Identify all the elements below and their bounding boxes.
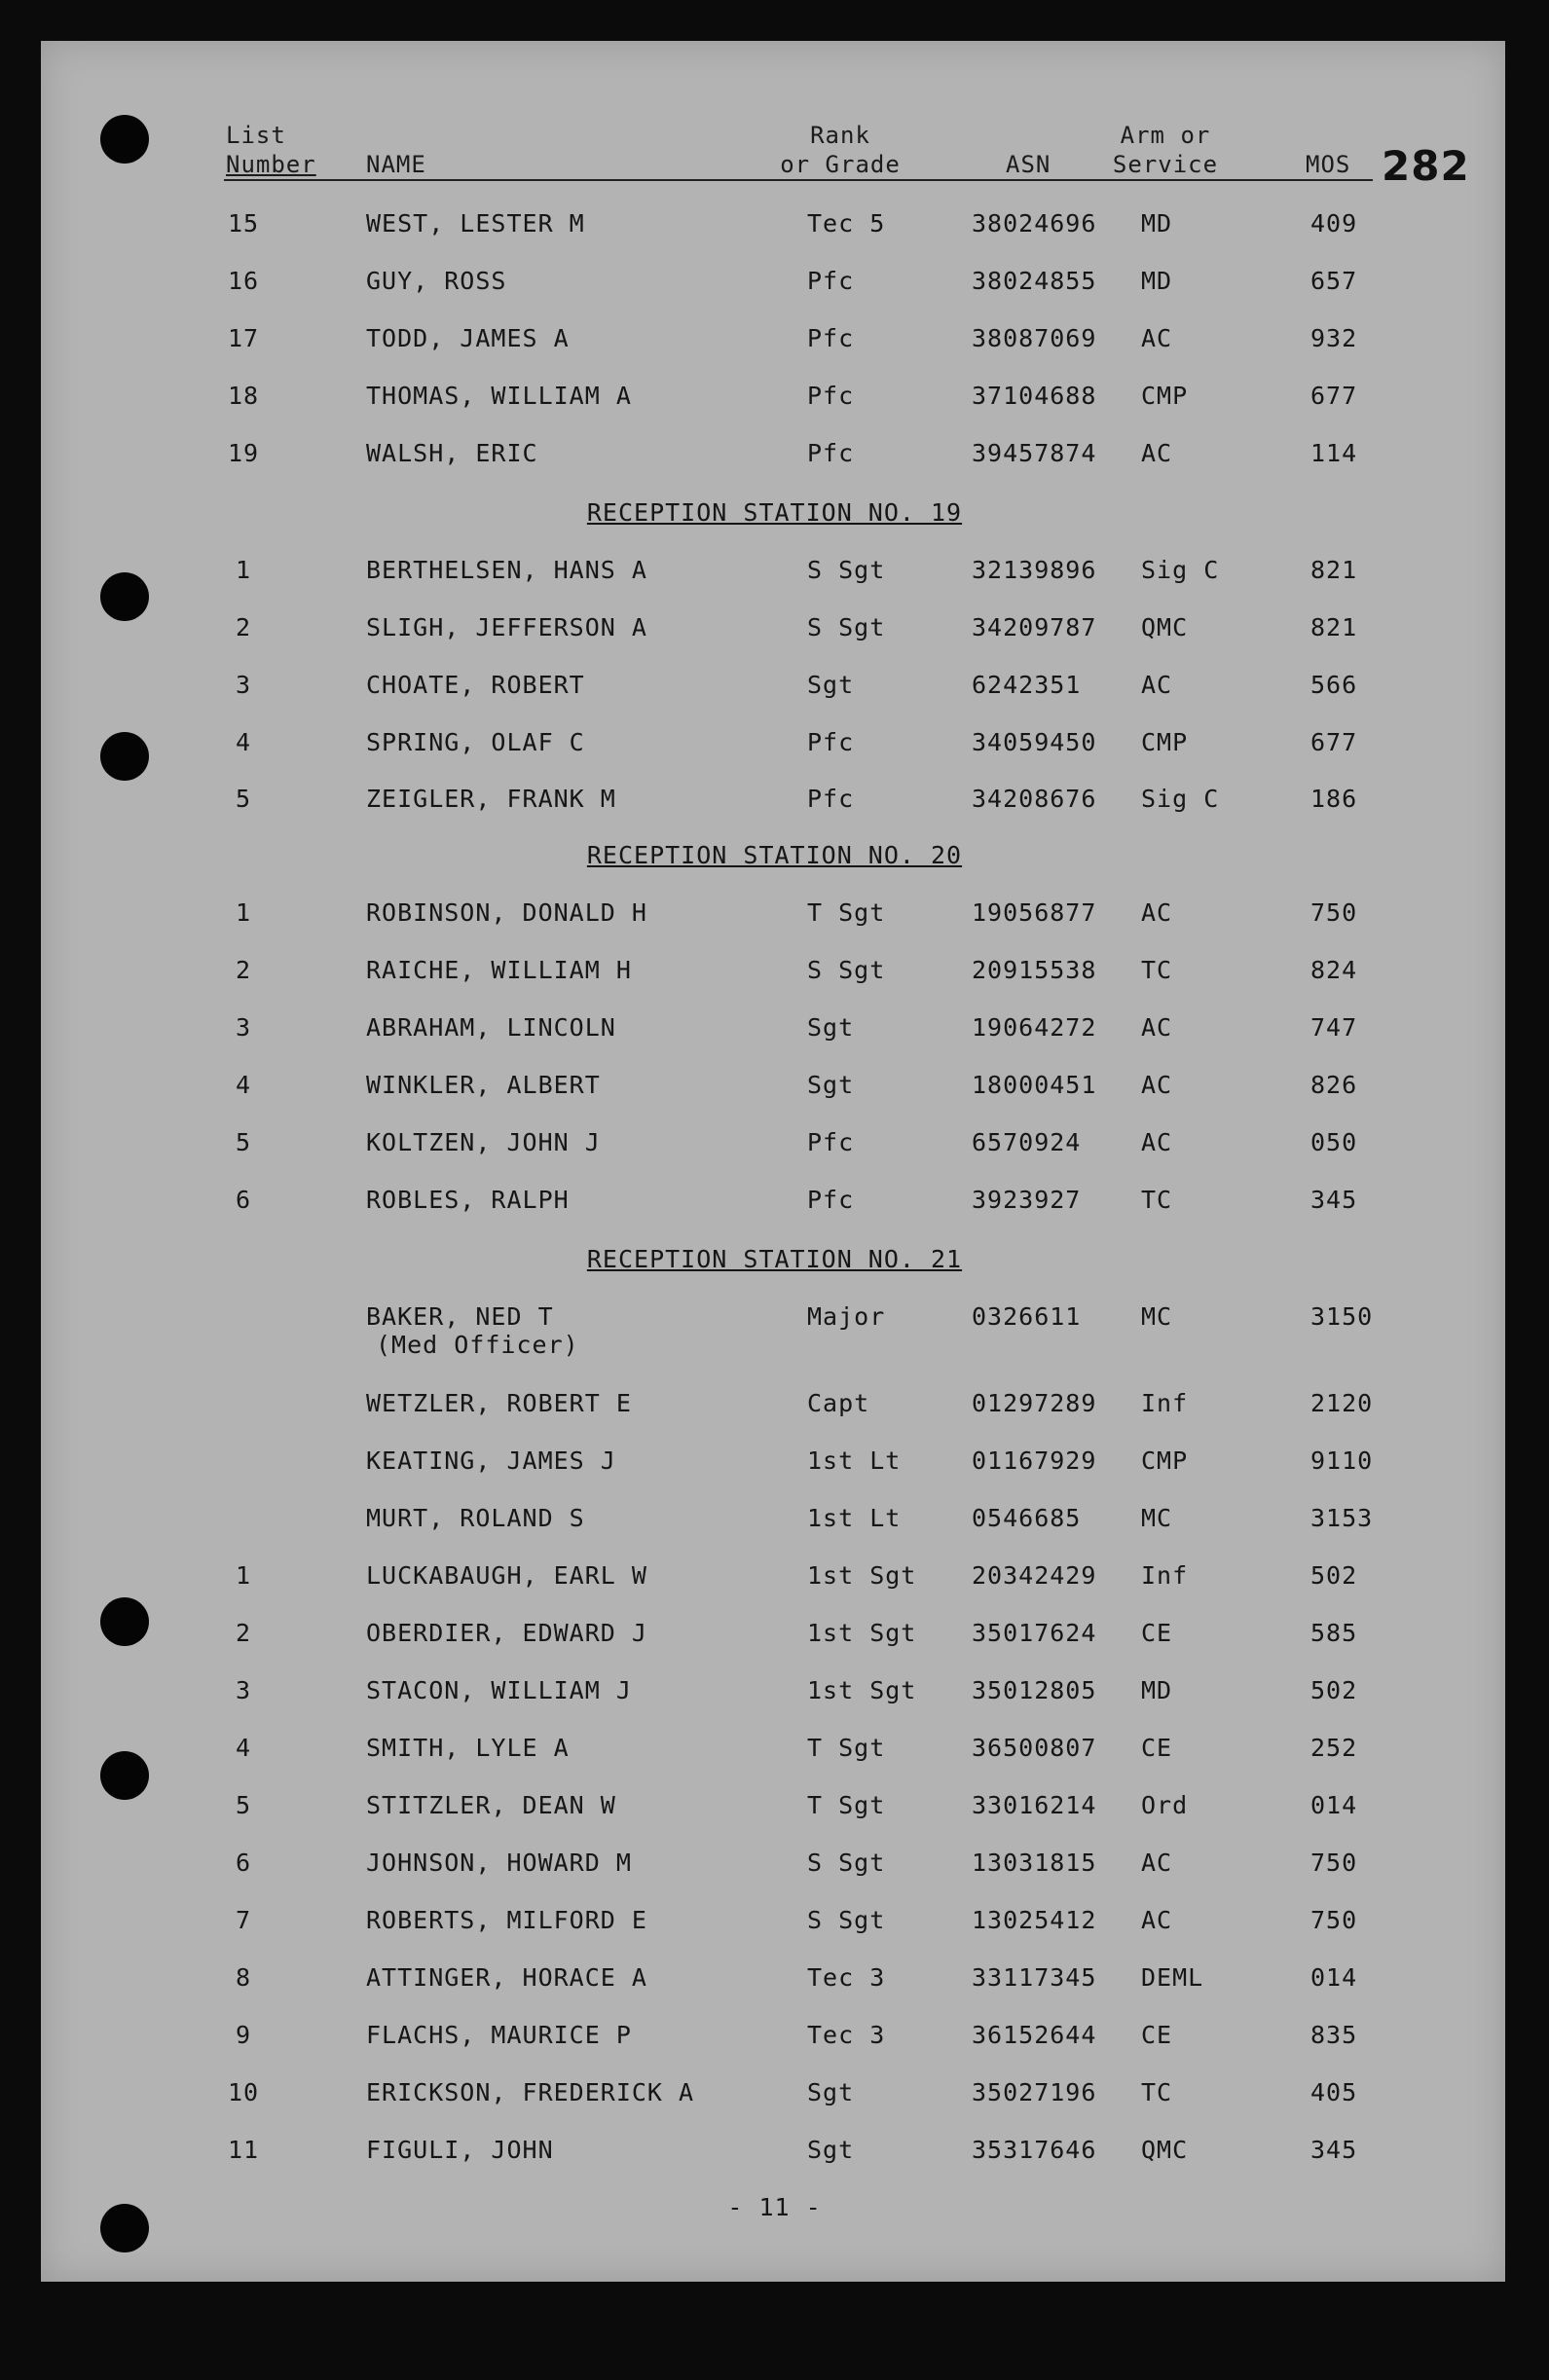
table-row [0, 1791, 1549, 1822]
cell-asn: 0326611 [972, 1302, 1082, 1331]
cell-name: FLACHS, MAURICE P [366, 2021, 632, 2049]
cell-asn: 35317646 [972, 2136, 1097, 2164]
cell-name: LUCKABAUGH, EARL W [366, 1561, 647, 1590]
table-row [0, 898, 1549, 930]
cell-list-number: 15 [227, 209, 260, 238]
cell-asn: 19064272 [972, 1013, 1097, 1042]
cell-arm-service: AC [1141, 1013, 1173, 1042]
cell-list-number: 3 [235, 1013, 252, 1042]
cell-arm-service: Inf [1141, 1389, 1189, 1417]
cell-name: WETZLER, ROBERT E [366, 1389, 632, 1417]
cell-asn: 6242351 [972, 671, 1082, 699]
cell-rank: Pfc [807, 267, 855, 295]
cell-arm-service: CMP [1141, 382, 1189, 410]
cell-rank: Tec 3 [807, 1963, 886, 1992]
cell-rank: S Sgt [807, 956, 886, 984]
table-row [0, 267, 1549, 298]
cell-mos: 502 [1310, 1561, 1358, 1590]
cell-rank: Sgt [807, 671, 855, 699]
table-row [0, 382, 1549, 413]
table-row [0, 2021, 1549, 2052]
cell-name: TODD, JAMES A [366, 324, 570, 352]
cell-list-number: 19 [227, 439, 260, 467]
cell-list-number: 1 [235, 556, 252, 584]
cell-arm-service: TC [1141, 1186, 1173, 1214]
cell-rank: Tec 3 [807, 2021, 886, 2049]
cell-mos: 114 [1310, 439, 1358, 467]
cell-list-number: 4 [235, 1071, 252, 1099]
cell-asn: 36500807 [972, 1734, 1097, 1762]
cell-mos: 750 [1310, 1906, 1358, 1934]
cell-rank: Pfc [807, 439, 855, 467]
table-row [0, 956, 1549, 987]
cell-rank: Pfc [807, 728, 855, 756]
cell-mos: 252 [1310, 1734, 1358, 1762]
cell-rank: Sgt [807, 2136, 855, 2164]
cell-asn: 20915538 [972, 956, 1097, 984]
table-row [0, 785, 1549, 816]
cell-name: ATTINGER, HORACE A [366, 1963, 647, 1992]
cell-mos: 657 [1310, 267, 1358, 295]
cell-list-number: 17 [227, 324, 260, 352]
cell-mos: 932 [1310, 324, 1358, 352]
cell-list-number: 10 [227, 2078, 260, 2106]
cell-mos: 405 [1310, 2078, 1358, 2106]
cell-name: STITZLER, DEAN W [366, 1791, 616, 1819]
table-row [0, 613, 1549, 644]
table-row [0, 1963, 1549, 1995]
cell-mos: 747 [1310, 1013, 1358, 1042]
page-stamp: 282 [1382, 142, 1470, 190]
cell-arm-service: TC [1141, 956, 1173, 984]
cell-list-number: 2 [235, 956, 252, 984]
cell-mos: 677 [1310, 728, 1358, 756]
cell-asn: 38024696 [972, 209, 1097, 238]
cell-arm-service: CMP [1141, 1446, 1189, 1475]
cell-name: ROBERTS, MILFORD E [366, 1906, 647, 1934]
cell-arm-service: MD [1141, 1676, 1173, 1704]
cell-arm-service: MD [1141, 267, 1173, 295]
cell-rank: Major [807, 1302, 886, 1331]
table-row [0, 671, 1549, 702]
cell-mos: 345 [1310, 2136, 1358, 2164]
table-row [0, 439, 1549, 470]
cell-name: RAICHE, WILLIAM H [366, 956, 632, 984]
cell-arm-service: DEML [1141, 1963, 1204, 1992]
cell-rank: S Sgt [807, 1906, 886, 1934]
cell-asn: 6570924 [972, 1128, 1082, 1156]
table-row [0, 1849, 1549, 1880]
cell-arm-service: TC [1141, 2078, 1173, 2106]
cell-list-number: 5 [235, 1791, 252, 1819]
cell-name: BAKER, NED T (Med Officer) [366, 1302, 579, 1359]
page-footer: - 11 - [727, 2193, 822, 2221]
cell-arm-service: Inf [1141, 1561, 1189, 1590]
cell-list-number: 2 [235, 613, 252, 641]
cell-arm-service: AC [1141, 1849, 1173, 1877]
cell-arm-service: AC [1141, 324, 1173, 352]
table-row [0, 728, 1549, 759]
cell-mos: 821 [1310, 613, 1358, 641]
cell-asn: 39457874 [972, 439, 1097, 467]
header-rule [224, 179, 1373, 181]
cell-rank: T Sgt [807, 898, 886, 927]
cell-name: CHOATE, ROBERT [366, 671, 585, 699]
cell-asn: 13031815 [972, 1849, 1097, 1877]
table-row [0, 1302, 1549, 1359]
cell-mos: 585 [1310, 1619, 1358, 1647]
table-row [0, 1389, 1549, 1420]
cell-asn: 34209787 [972, 613, 1097, 641]
cell-asn: 38087069 [972, 324, 1097, 352]
cell-list-number: 3 [235, 1676, 252, 1704]
cell-list-number: 18 [227, 382, 260, 410]
table-row [0, 1734, 1549, 1765]
header-arm: Arm or Service [1112, 122, 1219, 178]
cell-rank: Sgt [807, 2078, 855, 2106]
cell-asn: 34059450 [972, 728, 1097, 756]
cell-list-number: 3 [235, 671, 252, 699]
cell-arm-service: CE [1141, 2021, 1173, 2049]
cell-rank: 1st Sgt [807, 1561, 917, 1590]
table-row [0, 2136, 1549, 2167]
cell-mos: 3153 [1310, 1504, 1374, 1532]
table-row [0, 2078, 1549, 2109]
cell-arm-service: CMP [1141, 728, 1189, 756]
table-row [0, 209, 1549, 240]
cell-name: GUY, ROSS [366, 267, 507, 295]
cell-rank: Capt [807, 1389, 870, 1417]
cell-name: STACON, WILLIAM J [366, 1676, 632, 1704]
cell-arm-service: CE [1141, 1619, 1173, 1647]
cell-rank: S Sgt [807, 613, 886, 641]
header-rank: Rank or Grade [780, 122, 901, 178]
cell-mos: 186 [1310, 785, 1358, 813]
cell-name: ROBINSON, DONALD H [366, 898, 647, 927]
cell-mos: 050 [1310, 1128, 1358, 1156]
cell-rank: T Sgt [807, 1734, 886, 1762]
table-row [0, 1504, 1549, 1535]
cell-mos: 345 [1310, 1186, 1358, 1214]
table-row [0, 324, 1549, 355]
cell-asn: 01167929 [972, 1446, 1097, 1475]
cell-arm-service: AC [1141, 1071, 1173, 1099]
cell-list-number: 2 [235, 1619, 252, 1647]
cell-mos: 750 [1310, 1849, 1358, 1877]
table-row [0, 1071, 1549, 1102]
cell-asn: 32139896 [972, 556, 1097, 584]
cell-mos: 824 [1310, 956, 1358, 984]
cell-asn: 33016214 [972, 1791, 1097, 1819]
cell-asn: 36152644 [972, 2021, 1097, 2049]
cell-arm-service: QMC [1141, 2136, 1189, 2164]
cell-asn: 19056877 [972, 898, 1097, 927]
cell-name: SMITH, LYLE A [366, 1734, 570, 1762]
cell-rank: 1st Lt [807, 1446, 902, 1475]
cell-mos: 826 [1310, 1071, 1358, 1099]
cell-list-number: 5 [235, 1128, 252, 1156]
cell-name: ERICKSON, FREDERICK A [366, 2078, 695, 2106]
cell-list-number: 6 [235, 1849, 252, 1877]
cell-name: JOHNSON, HOWARD M [366, 1849, 632, 1877]
cell-name-note: (Med Officer) [376, 1331, 579, 1359]
cell-arm-service: AC [1141, 898, 1173, 927]
cell-arm-service: CE [1141, 1734, 1173, 1762]
cell-name: ABRAHAM, LINCOLN [366, 1013, 616, 1042]
cell-asn: 3923927 [972, 1186, 1082, 1214]
cell-asn: 33117345 [972, 1963, 1097, 1992]
cell-name: KEATING, JAMES J [366, 1446, 616, 1475]
cell-rank: Pfc [807, 324, 855, 352]
table-row [0, 1446, 1549, 1478]
cell-arm-service: AC [1141, 671, 1173, 699]
cell-asn: 35027196 [972, 2078, 1097, 2106]
cell-mos: 502 [1310, 1676, 1358, 1704]
header-asn: ASN [1006, 151, 1051, 178]
cell-name: ZEIGLER, FRANK M [366, 785, 616, 813]
cell-asn: 20342429 [972, 1561, 1097, 1590]
cell-list-number: 5 [235, 785, 252, 813]
cell-rank: Tec 5 [807, 209, 886, 238]
cell-name: WINKLER, ALBERT [366, 1071, 601, 1099]
cell-rank: 1st Sgt [807, 1619, 917, 1647]
cell-asn: 13025412 [972, 1906, 1097, 1934]
cell-name: MURT, ROLAND S [366, 1504, 585, 1532]
cell-name: SLIGH, JEFFERSON A [366, 613, 647, 641]
cell-list-number: 16 [227, 267, 260, 295]
cell-arm-service: AC [1141, 1906, 1173, 1934]
cell-name: OBERDIER, EDWARD J [366, 1619, 647, 1647]
cell-rank: T Sgt [807, 1791, 886, 1819]
cell-name: ROBLES, RALPH [366, 1186, 570, 1214]
cell-asn: 18000451 [972, 1071, 1097, 1099]
cell-mos: 677 [1310, 382, 1358, 410]
cell-arm-service: Ord [1141, 1791, 1189, 1819]
cell-name: BERTHELSEN, HANS A [366, 556, 647, 584]
cell-list-number: 1 [235, 1561, 252, 1590]
cell-rank: 1st Lt [807, 1504, 902, 1532]
cell-list-number: 11 [227, 2136, 260, 2164]
cell-list-number: 6 [235, 1186, 252, 1214]
cell-name: WALSH, ERIC [366, 439, 538, 467]
cell-mos: 835 [1310, 2021, 1358, 2049]
header-mos: MOS [1306, 151, 1351, 178]
cell-asn: 35012805 [972, 1676, 1097, 1704]
cell-name: WEST, LESTER M [366, 209, 585, 238]
cell-mos: 750 [1310, 898, 1358, 927]
cell-name: FIGULI, JOHN [366, 2136, 554, 2164]
cell-arm-service: AC [1141, 439, 1173, 467]
cell-mos: 3150 [1310, 1302, 1374, 1331]
cell-arm-service: MC [1141, 1302, 1173, 1331]
cell-name: KOLTZEN, JOHN J [366, 1128, 601, 1156]
table-row [0, 1128, 1549, 1159]
table-row [0, 1561, 1549, 1593]
header-name: NAME [366, 151, 426, 178]
cell-arm-service: Sig C [1141, 785, 1220, 813]
header-list-number: List Number [226, 122, 316, 178]
table-row [0, 556, 1549, 587]
cell-arm-service: MD [1141, 209, 1173, 238]
cell-mos: 014 [1310, 1791, 1358, 1819]
cell-list-number: 8 [235, 1963, 252, 1992]
cell-asn: 38024855 [972, 267, 1097, 295]
cell-mos: 9110 [1310, 1446, 1374, 1475]
cell-mos: 409 [1310, 209, 1358, 238]
table-row [0, 1906, 1549, 1937]
cell-name: THOMAS, WILLIAM A [366, 382, 632, 410]
section-heading-21: RECEPTION STATION NO. 21 [586, 1245, 963, 1273]
cell-asn: 37104688 [972, 382, 1097, 410]
cell-rank: Pfc [807, 1128, 855, 1156]
cell-list-number: 4 [235, 1734, 252, 1762]
cell-arm-service: AC [1141, 1128, 1173, 1156]
cell-rank: S Sgt [807, 1849, 886, 1877]
cell-rank: Pfc [807, 785, 855, 813]
cell-arm-service: Sig C [1141, 556, 1220, 584]
cell-list-number: 4 [235, 728, 252, 756]
cell-rank: Sgt [807, 1013, 855, 1042]
table-row [0, 1186, 1549, 1217]
cell-arm-service: QMC [1141, 613, 1189, 641]
section-heading-19: RECEPTION STATION NO. 19 [586, 498, 963, 527]
cell-asn: 34208676 [972, 785, 1097, 813]
table-row [0, 1619, 1549, 1650]
cell-rank: 1st Sgt [807, 1676, 917, 1704]
cell-mos: 821 [1310, 556, 1358, 584]
cell-mos: 014 [1310, 1963, 1358, 1992]
table-row [0, 1676, 1549, 1707]
cell-name: SPRING, OLAF C [366, 728, 585, 756]
cell-rank: Sgt [807, 1071, 855, 1099]
table-row [0, 1013, 1549, 1044]
cell-mos: 2120 [1310, 1389, 1374, 1417]
section-heading-20: RECEPTION STATION NO. 20 [586, 841, 963, 869]
cell-arm-service: MC [1141, 1504, 1173, 1532]
cell-list-number: 1 [235, 898, 252, 927]
cell-asn: 35017624 [972, 1619, 1097, 1647]
cell-mos: 566 [1310, 671, 1358, 699]
cell-list-number: 7 [235, 1906, 252, 1934]
cell-asn: 0546685 [972, 1504, 1082, 1532]
cell-asn: 01297289 [972, 1389, 1097, 1417]
cell-rank: Pfc [807, 1186, 855, 1214]
cell-rank: S Sgt [807, 556, 886, 584]
cell-rank: Pfc [807, 382, 855, 410]
cell-list-number: 9 [235, 2021, 252, 2049]
